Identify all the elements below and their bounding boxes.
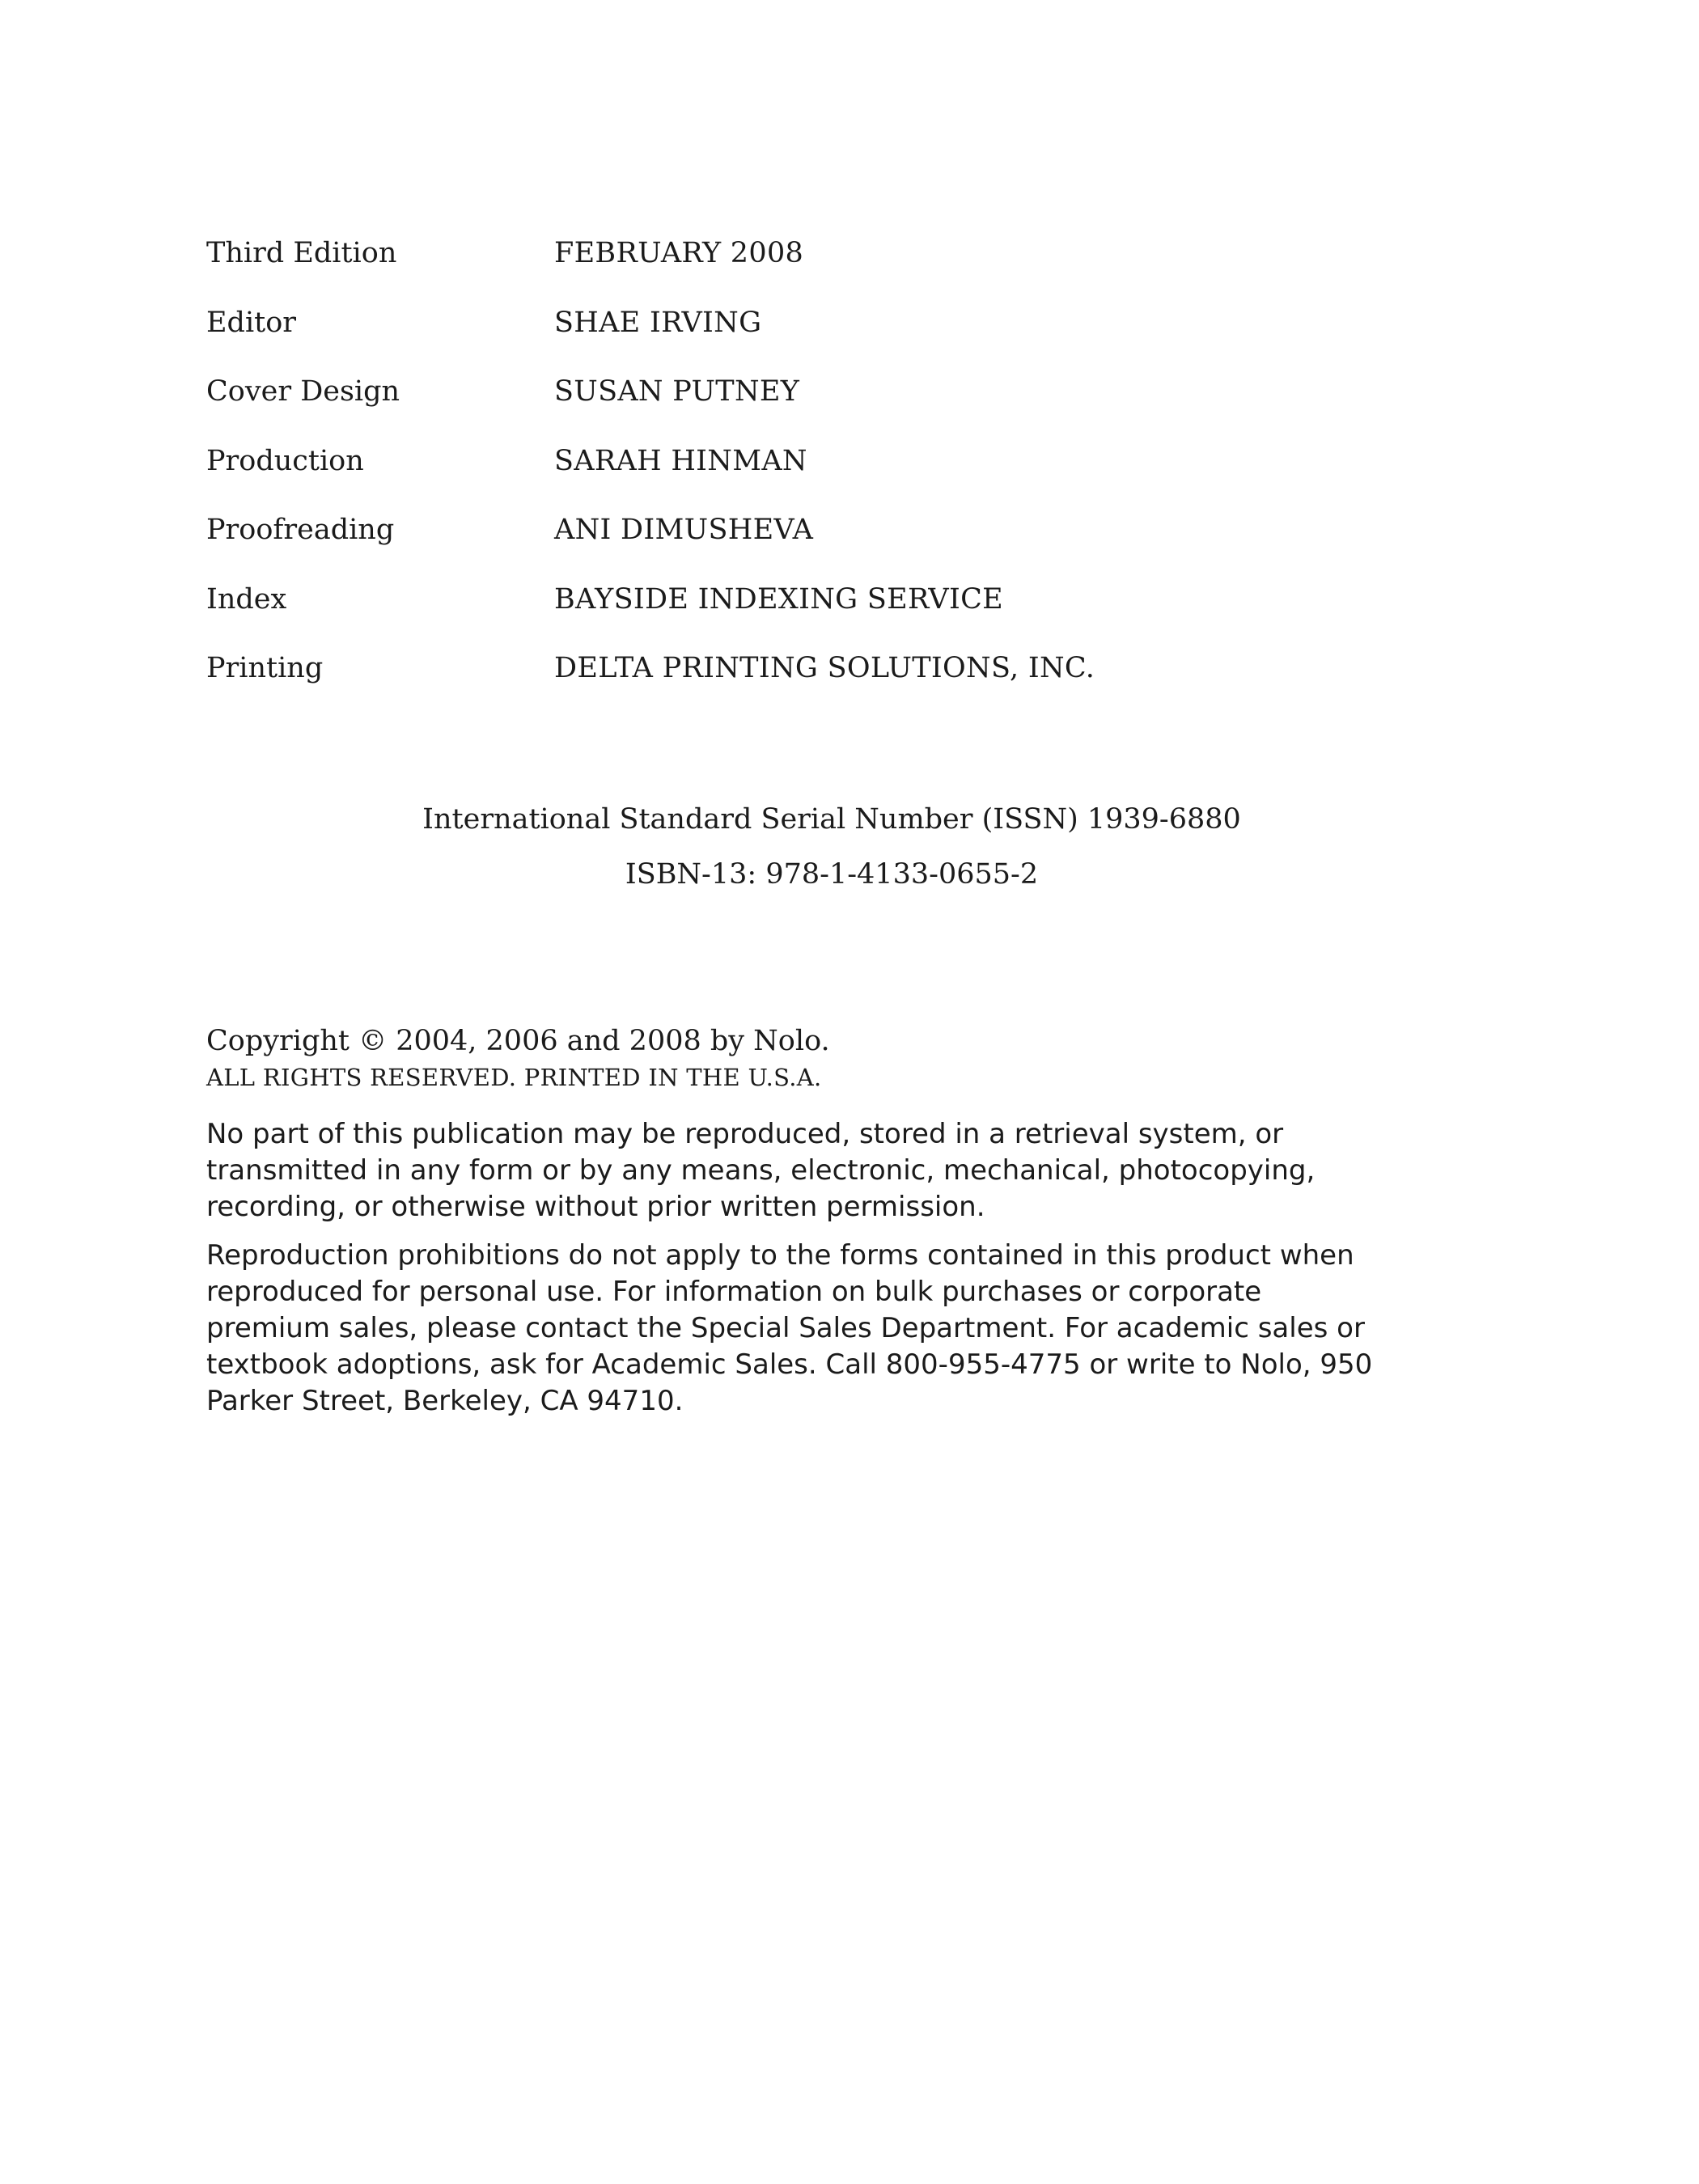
credit-label: Index xyxy=(206,582,287,616)
credit-label: Third Edition xyxy=(206,237,397,269)
credit-value: DELTA PRINTING SOLUTIONS, INC. xyxy=(554,652,1095,684)
credit-row-cover-design xyxy=(206,371,1420,441)
credit-label: Production xyxy=(206,444,364,477)
copyright-block xyxy=(206,1021,1388,1094)
credits-list xyxy=(206,233,1420,717)
reproduction-notice: No part of this publication may be reproduced, stored in a retrieval system, or transmitted in any form or by any means, electronic, mechanical, photocopying, recording, or otherwise without prior written permission. xyxy=(206,1118,1316,1223)
credit-value: SUSAN PUTNEY xyxy=(554,375,800,408)
credit-value: ANI DIMUSHEVA xyxy=(554,514,814,546)
copyright-line: Copyright © 2004, 2006 and 2008 by Nolo. xyxy=(206,1025,830,1057)
credit-value: SARAH HINMAN xyxy=(554,444,807,477)
credit-value: FEBRUARY 2008 xyxy=(554,237,804,269)
credit-label: Printing xyxy=(206,652,324,684)
prohibitions-notice: Reproduction prohibitions do not apply to the forms contained in this product when reproduced for personal use. For information on bulk purchases or corporate premium sales, please contact the Special Sales Department. For academic sales or textbook adoptions, ask for Academic Sales. Call 800-955-4775 or write to Nolo, 950 Parker Street, Berkeley, CA 94710. xyxy=(206,1239,1373,1417)
isbn-line: ISBN-13: 978-1-4133-0655-2 xyxy=(625,858,1039,891)
credit-row-production xyxy=(206,441,1420,510)
rights-reserved-line: ALL RIGHTS RESERVED. PRINTED IN THE U.S.A. xyxy=(206,1064,822,1091)
credit-row-printing xyxy=(206,648,1420,717)
credit-label: Editor xyxy=(206,306,297,339)
credit-row-index xyxy=(206,579,1420,649)
credit-label: Proofreading xyxy=(206,514,395,546)
credit-row-editor xyxy=(206,303,1420,372)
credit-row-proofreading xyxy=(206,510,1420,579)
credit-value: BAYSIDE INDEXING SERVICE xyxy=(554,582,1003,616)
issn-line: International Standard Serial Number (ISSN) 1939-6880 xyxy=(422,803,1241,836)
credit-row-edition xyxy=(206,233,1420,303)
identifiers-block xyxy=(0,799,1699,895)
credit-label: Cover Design xyxy=(206,375,400,408)
credit-value: SHAE IRVING xyxy=(554,306,762,339)
